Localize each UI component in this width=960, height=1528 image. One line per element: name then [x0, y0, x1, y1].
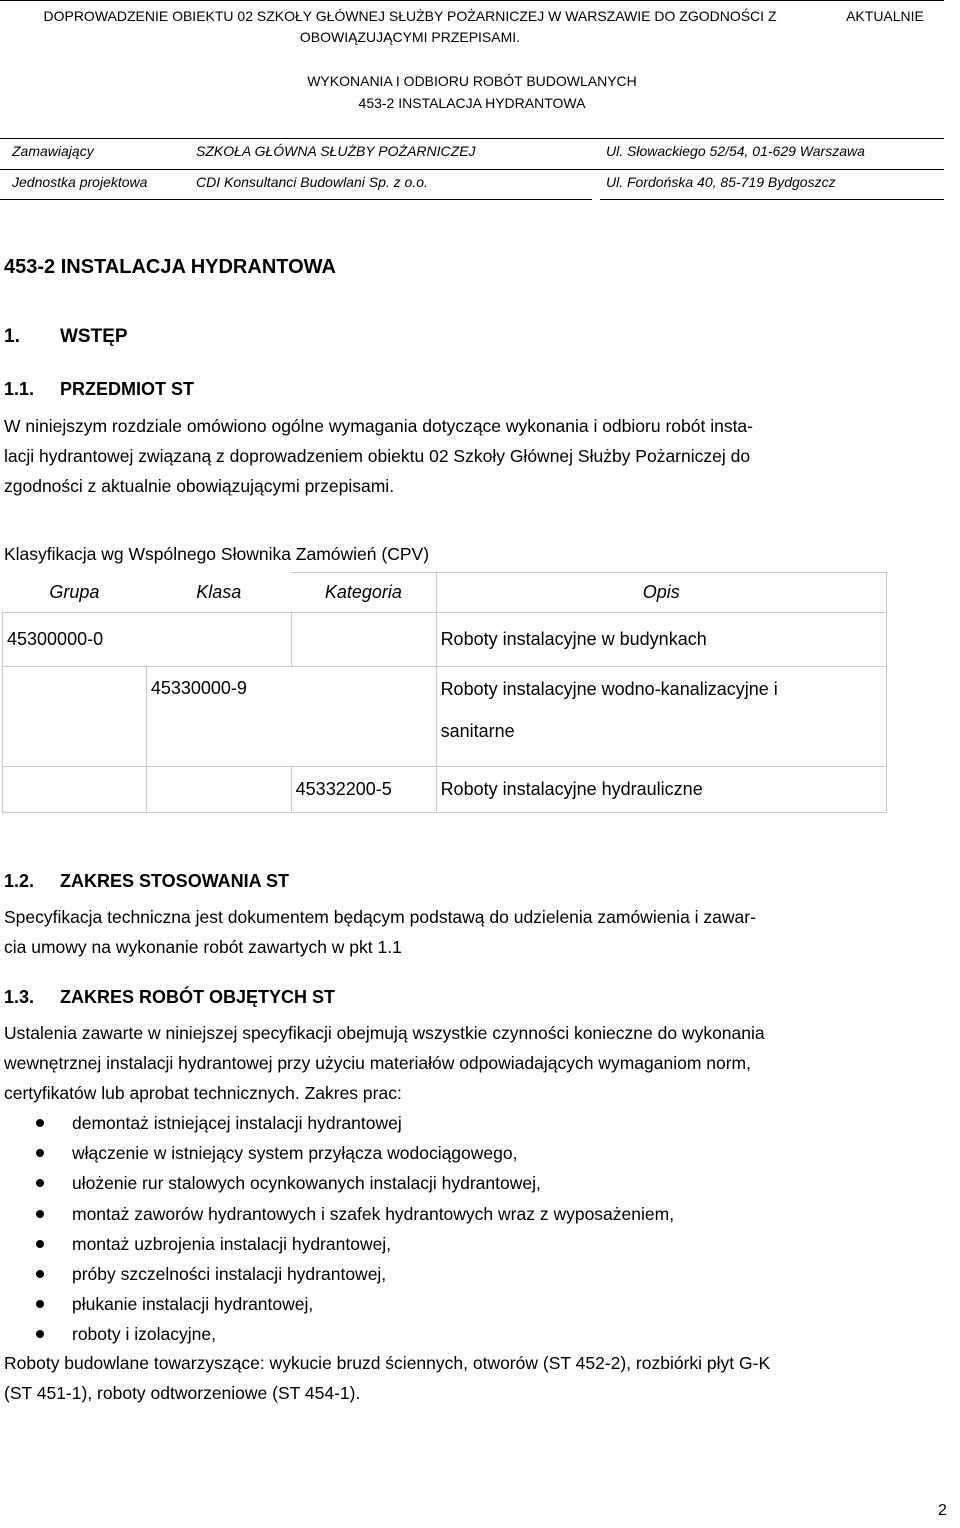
paragraph-line: lacji hydrantowej związaną z doprowadzeniem obiektu 02 Szkoły Głównej Służby Pożarniczej do — [4, 446, 751, 466]
table-header-cell: Klasa — [196, 581, 242, 602]
designer-name: CDI Konsultanci Budowlani Sp. z o.o. — [196, 174, 428, 190]
paragraph — [4, 411, 753, 501]
section-title: PRZEDMIOT ST — [60, 379, 194, 399]
list-item-text: ułożenie rur stalowych ocynkowanych instalacji hydrantowej, — [72, 1173, 541, 1194]
table-cell: Roboty instalacyjne w budynkach — [436, 613, 886, 667]
page-number: 2 — [938, 1502, 947, 1519]
table-header-row — [3, 573, 887, 613]
section-title: ZAKRES STOSOWANIA ST — [60, 871, 290, 891]
section-heading — [4, 871, 289, 892]
section-number: 1.2. — [4, 871, 35, 891]
list-item-text: płukanie instalacji hydrantowej, — [72, 1294, 314, 1315]
table-header-cell: Grupa — [49, 581, 100, 602]
section-title: ZAKRES ROBÓT OBJĘTYCH ST — [60, 987, 336, 1007]
paragraph-line: (ST 451-1), roboty odtworzeniowe (ST 454-1). — [4, 1383, 361, 1403]
header-title-line2: OBOWIĄZUJĄCYMI PRZEPISAMI. — [299, 29, 521, 45]
client-label: Zamawiający — [12, 143, 94, 159]
paragraph — [4, 1348, 770, 1408]
table-cell — [291, 613, 436, 667]
cell-line: Roboty instalacyjne wodno-kanalizacyjne i — [440, 679, 778, 699]
list-item — [0, 1259, 674, 1289]
header-rule — [600, 199, 944, 200]
table-header-cell: Kategoria — [291, 573, 436, 613]
table-cell: 45300000-0 — [3, 613, 292, 667]
section-heading — [4, 987, 335, 1008]
list-item — [0, 1199, 674, 1229]
list-item-text: roboty i izolacyjne, — [72, 1324, 216, 1345]
bullet-icon — [36, 1300, 44, 1308]
paragraph-line: certyfikatów lub aprobat technicznych. Zakres prac: — [4, 1083, 402, 1103]
main-title: 453-2 INSTALACJA HYDRANTOWA — [4, 256, 336, 278]
list-item — [0, 1168, 674, 1198]
list-item-text: próby szczelności instalacji hydrantowej, — [72, 1263, 387, 1284]
header-rule — [0, 199, 592, 200]
list-item — [0, 1108, 674, 1138]
designer-address: Ul. Fordońska 40, 85-719 Bydgoszcz — [606, 174, 836, 190]
bullet-icon — [36, 1330, 44, 1338]
list-item-text: montaż zaworów hydrantowych i szafek hydrantowych wraz z wyposażeniem, — [72, 1203, 675, 1224]
section-number: 1. — [4, 326, 20, 347]
header-rule — [0, 138, 944, 139]
paragraph-line: wewnętrznej instalacji hydrantowej przy użyciu materiałów odpowiadających wymaganiom norm, — [4, 1053, 751, 1073]
header-status: AKTUALNIE — [846, 8, 924, 24]
scope-list — [0, 1108, 674, 1350]
table-cell — [146, 767, 291, 813]
header-title — [0, 6, 820, 48]
table-cell — [3, 667, 147, 767]
designer-label: Jednostka projektowa — [12, 174, 148, 190]
cpv-table — [2, 572, 887, 813]
table-row — [3, 613, 887, 667]
bullet-icon — [36, 1119, 44, 1127]
section-number: 1.3. — [4, 987, 35, 1007]
client-name: SZKOŁA GŁÓWNA SŁUŻBY POŻARNICZEJ — [196, 143, 476, 159]
header-rule — [0, 169, 944, 170]
paragraph — [4, 902, 756, 962]
table-header-cell: Opis — [436, 573, 886, 613]
bullet-icon — [36, 1240, 44, 1248]
table-cell — [436, 667, 886, 767]
list-item-text: montaż uzbrojenia instalacji hydrantowej, — [72, 1233, 392, 1254]
paragraph-line: Specyfikacja techniczna jest dokumentem będącym podstawą do udzielenia zamówienia i zawar- — [4, 907, 756, 927]
list-item — [0, 1289, 674, 1319]
bullet-icon — [36, 1270, 44, 1278]
bullet-icon — [36, 1179, 44, 1187]
client-address: Ul. Słowackiego 52/54, 01-629 Warszawa — [606, 143, 865, 159]
section-title: WSTĘP — [60, 326, 128, 347]
list-item-text: demontaż istniejącej instalacji hydrantowej — [72, 1113, 402, 1133]
paragraph — [4, 1018, 765, 1108]
list-item-text: włączenie w istniejący system przyłącza wodociągowego, — [72, 1143, 518, 1164]
cell-line: sanitarne — [440, 721, 515, 741]
header-subtitle-line2: 453-2 INSTALACJA HYDRANTOWA — [358, 95, 586, 111]
header-title-line1: DOPROWADZENIE OBIEKTU 02 SZKOŁY GŁÓWNEJ SŁUŻBY POŻARNICZEJ W WARSZAWIE DO ZGODNOŚCI Z — [43, 8, 777, 24]
section-heading — [4, 379, 194, 400]
paragraph-line: Ustalenia zawarte w niniejszej specyfikacji obejmują wszystkie czynności konieczne do wykonania — [4, 1023, 765, 1043]
bullet-icon — [36, 1210, 44, 1218]
list-item — [0, 1319, 674, 1349]
list-item — [0, 1229, 674, 1259]
table-cell: 45332200-5 — [291, 767, 436, 813]
section-heading — [4, 326, 128, 348]
table-cell: Roboty instalacyjne hydrauliczne — [436, 767, 886, 813]
table-cell: 45330000-9 — [146, 667, 436, 767]
list-item — [0, 1138, 674, 1168]
paragraph-line: W niniejszym rozdziale omówiono ogólne wymagania dotyczące wykonania i odbioru robót insta- — [4, 416, 753, 436]
paragraph-line: zgodności z aktualnie obowiązującymi przepisami. — [4, 476, 395, 496]
paragraph-line: Roboty budowlane towarzyszące: wykucie bruzd ściennych, otworów (ST 452-2), rozbiórki płyt G-K — [4, 1353, 771, 1373]
header-top-rule — [0, 0, 944, 1]
paragraph-line: cia umowy na wykonanie robót zawartych w pkt 1.1 — [4, 937, 402, 957]
header-subtitle-line1: WYKONANIA I ODBIORU ROBÓT BUDOWLANYCH — [307, 73, 637, 89]
table-row — [3, 767, 887, 813]
section-number: 1.1. — [4, 379, 35, 399]
table-cell — [3, 767, 147, 813]
bullet-icon — [36, 1149, 44, 1157]
header-subtitle — [0, 70, 944, 114]
table-row — [3, 667, 887, 767]
table-caption: Klasyfikacja wg Wspólnego Słownika Zamówień (CPV) — [4, 544, 430, 564]
